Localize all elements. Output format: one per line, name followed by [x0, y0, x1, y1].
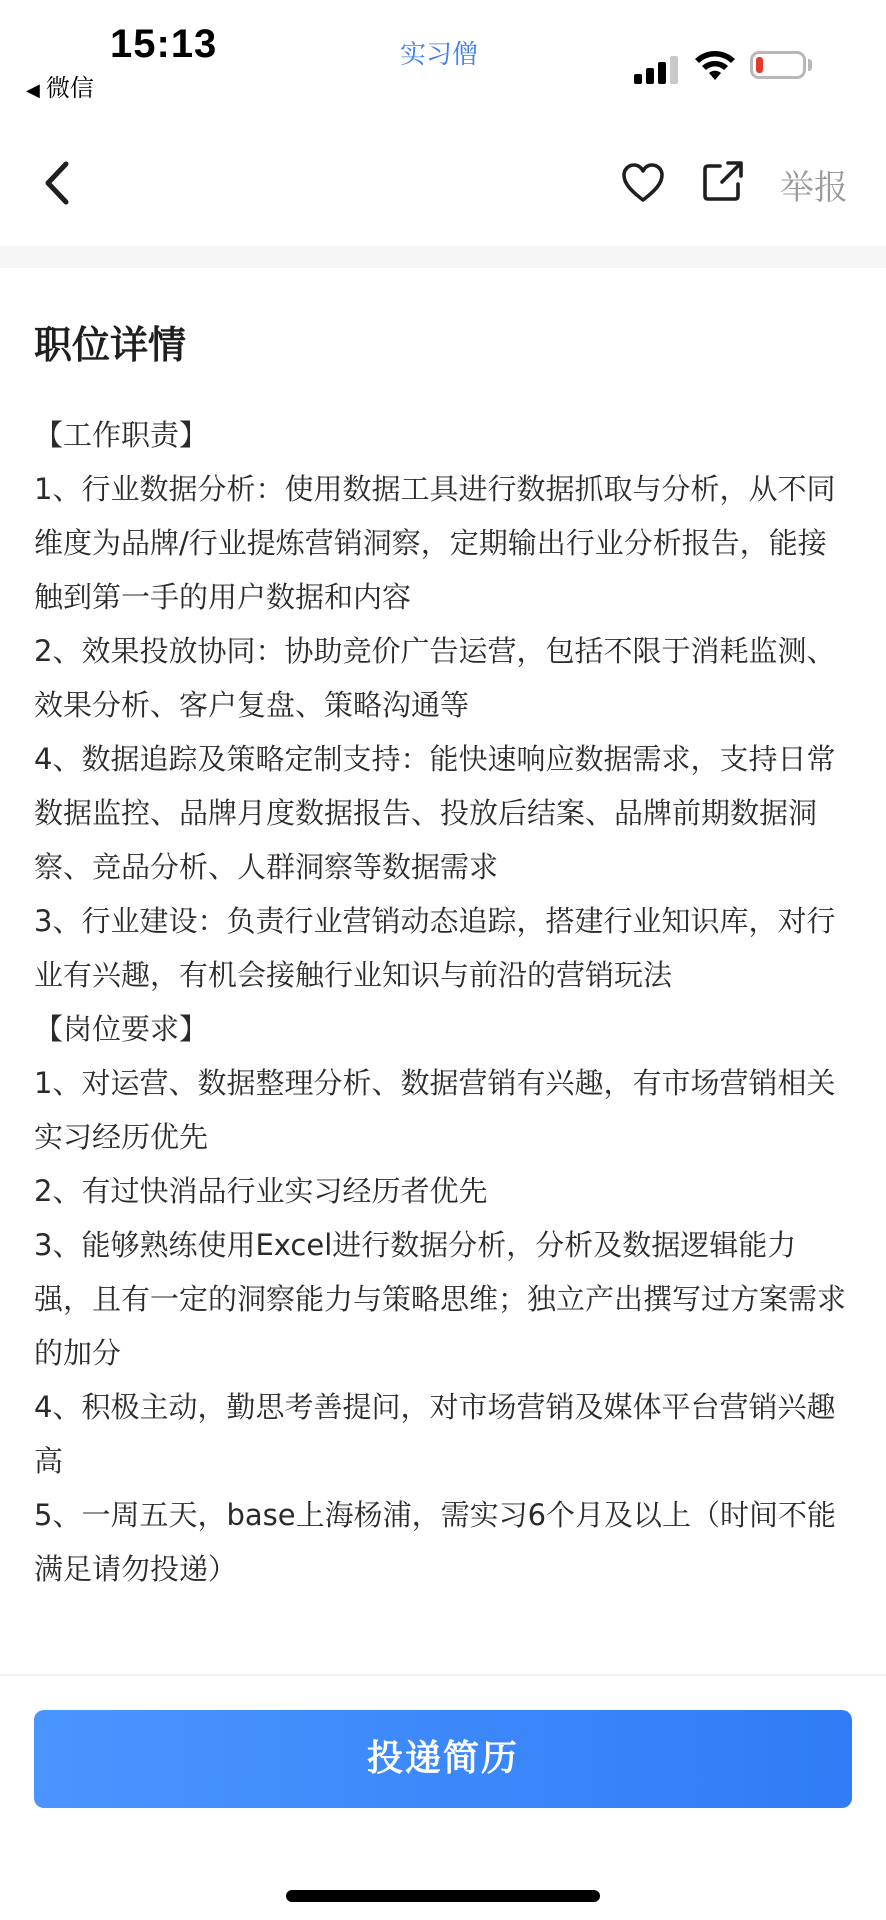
footer-divider [0, 1674, 886, 1676]
cellular-signal-icon [634, 54, 682, 84]
nav-bar [0, 130, 886, 240]
description-line: 2、效果投放协同：协助竞价广告运营，包括不限于消耗监测、效果分析、客户复盘、策略沟通等 [34, 634, 836, 722]
description-line: 1、对运营、数据整理分析、数据营销有兴趣，有市场营销相关实习经历优先 [34, 1066, 836, 1154]
triangle-left-icon: ◀ [26, 80, 40, 101]
share-icon[interactable] [700, 158, 746, 204]
battery-icon [750, 51, 806, 79]
battery-level [756, 57, 763, 73]
section-title: 职位详情 [34, 323, 187, 367]
battery-tip [808, 59, 812, 71]
chevron-left-icon[interactable] [38, 158, 78, 208]
section-divider [0, 246, 886, 268]
back-to-app-link[interactable] [26, 68, 94, 103]
description-line: 1、行业数据分析：使用数据工具进行数据抓取与分析，从不同维度为品牌/行业提炼营销洞察，定期输出行业分析报告，能接触到第一手的用户数据和内容 [34, 472, 836, 614]
heart-icon[interactable] [620, 160, 666, 206]
description-line: 【工作职责】 [34, 418, 209, 452]
apply-resume-button[interactable]: 投递简历 [34, 1710, 852, 1808]
description-line: 3、行业建设：负责行业营销动态追踪，搭建行业知识库，对行业有兴趣，有机会接触行业知识与前沿的营销玩法 [34, 904, 836, 992]
job-description [34, 408, 852, 1596]
description-line: 4、数据追踪及策略定制支持：能快速响应数据需求，支持日常数据监控、品牌月度数据报告、投放后结案、品牌前期数据洞察、竞品分析、人群洞察等数据需求 [34, 742, 836, 884]
description-line: 【岗位要求】 [34, 1012, 209, 1046]
description-line: 2、有过快消品行业实习经历者优先 [34, 1174, 488, 1208]
app-name: 实习僧 [400, 40, 479, 70]
back-app-label: 微信 [45, 74, 94, 102]
status-time: 15:13 [110, 22, 218, 66]
description-line: 4、积极主动，勤思考善提问，对市场营销及媒体平台营销兴趣高 [34, 1390, 836, 1478]
wifi-icon [694, 48, 736, 82]
home-indicator[interactable] [286, 1890, 600, 1902]
report-button[interactable]: 举报 [780, 168, 848, 208]
description-line: 3、能够熟练使用Excel进行数据分析，分析及数据逻辑能力强，且有一定的洞察能力与策略思维；独立产出撰写过方案需求的加分 [34, 1228, 847, 1370]
status-bar [0, 0, 886, 112]
description-line: 5、一周五天，base上海杨浦，需实习6个月及以上（时间不能满足请勿投递） [34, 1498, 837, 1586]
